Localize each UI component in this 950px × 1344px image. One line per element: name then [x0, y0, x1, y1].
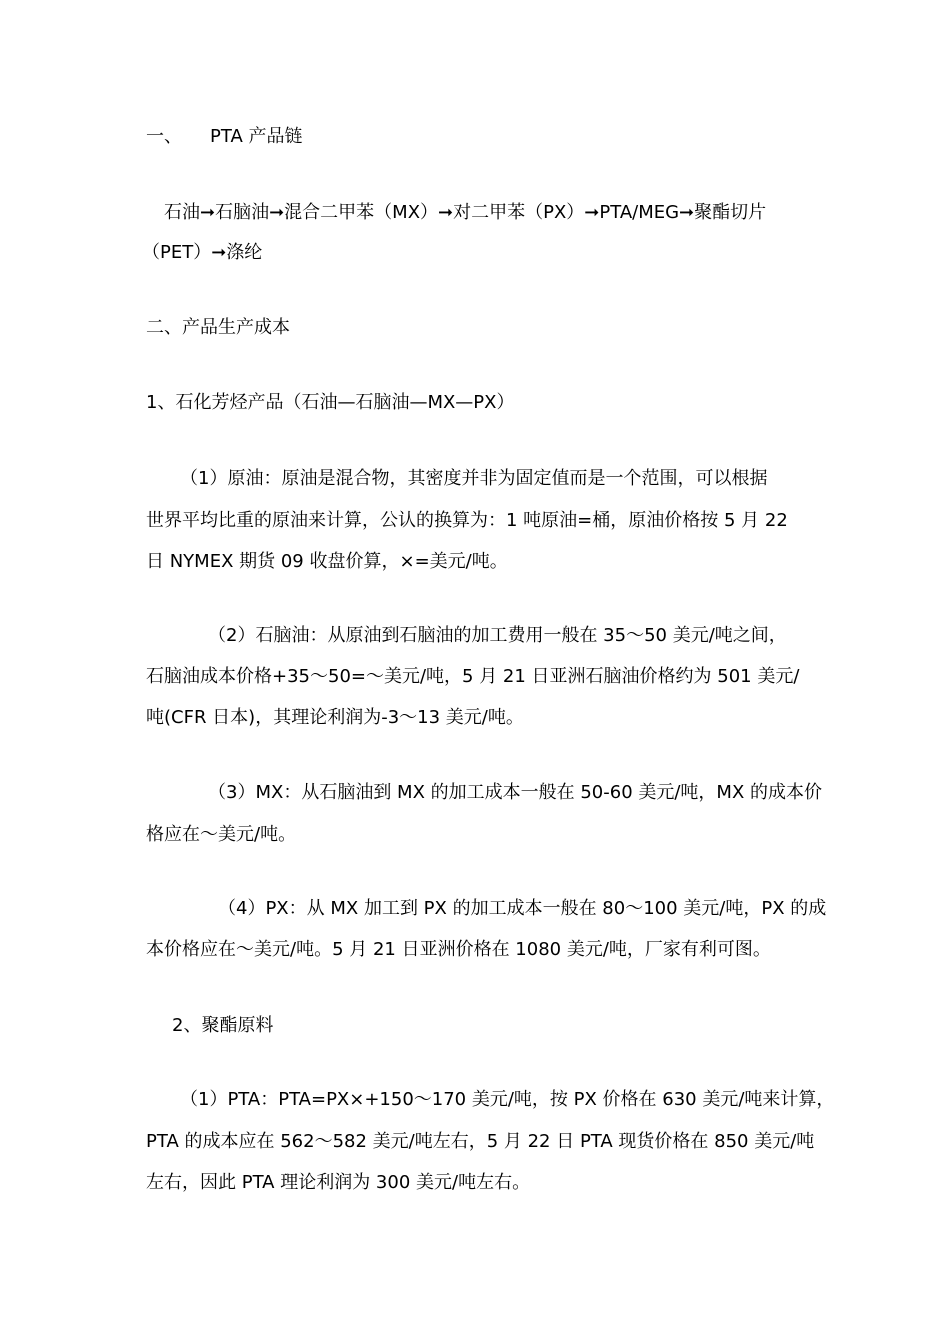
subsection1-title: 1、石化芳烃产品（石油—石脑油—MX—PX） [146, 392, 515, 413]
subsection2-title: 2、聚酯原料 [172, 1015, 274, 1036]
naphtha-paragraph-line-3: 吨(CFR 日本)，其理论利润为-3～13 美元/吨。 [146, 707, 524, 728]
px-paragraph-line-2: 本价格应在～美元/吨。5 月 21 日亚洲价格在 1080 美元/吨，厂家有利可图。 [146, 939, 771, 960]
section2-title: 二、产品生产成本 [146, 317, 290, 338]
crude-paragraph-line-2: 世界平均比重的原油来计算，公认的换算为：1 吨原油=桶，原油价格按 5 月 22 [146, 510, 788, 531]
naphtha-paragraph-line-1: （2）石脑油：从原油到石脑油的加工费用一般在 35～50 美元/吨之间， [208, 625, 787, 646]
mx-paragraph-line-1: （3）MX：从石脑油到 MX 的加工成本一般在 50-60 美元/吨，MX 的成本价 [208, 782, 823, 803]
crude-paragraph-line-3: 日 NYMEX 期货 09 收盘价算，×=美元/吨。 [146, 551, 508, 572]
chain-line-2: （PET）➞涤纶 [142, 242, 263, 263]
chain-line-1: 石油➞石脑油➞混合二甲苯（MX）➞对二甲苯（PX）➞PTA/MEG➞聚酯切片 [164, 202, 767, 223]
px-paragraph-line-1: （4）PX：从 MX 加工到 PX 的加工成本一般在 80～100 美元/吨，PX 的成 [218, 898, 827, 919]
crude-paragraph-line-1: （1）原油：原油是混合物，其密度并非为固定值而是一个范围，可以根据 [180, 468, 768, 489]
naphtha-paragraph-line-2: 石脑油成本价格+35～50=～美元/吨，5 月 21 日亚洲石脑油价格约为 501 美元/ [146, 666, 800, 687]
pta-paragraph-line-3: 左右，因此 PTA 理论利润为 300 美元/吨左右。 [146, 1172, 531, 1193]
pta-paragraph-line-1: （1）PTA：PTA=PX×+150～170 美元/吨，按 PX 价格在 630 美元/吨来计算， [180, 1089, 835, 1110]
section1-title: PTA 产品链 [210, 126, 303, 147]
section1-number: 一、 [146, 126, 182, 147]
mx-paragraph-line-2: 格应在～美元/吨。 [146, 824, 297, 845]
pta-paragraph-line-2: PTA 的成本应在 562～582 美元/吨左右，5 月 22 日 PTA 现货价格在 850 美元/吨 [146, 1131, 815, 1152]
